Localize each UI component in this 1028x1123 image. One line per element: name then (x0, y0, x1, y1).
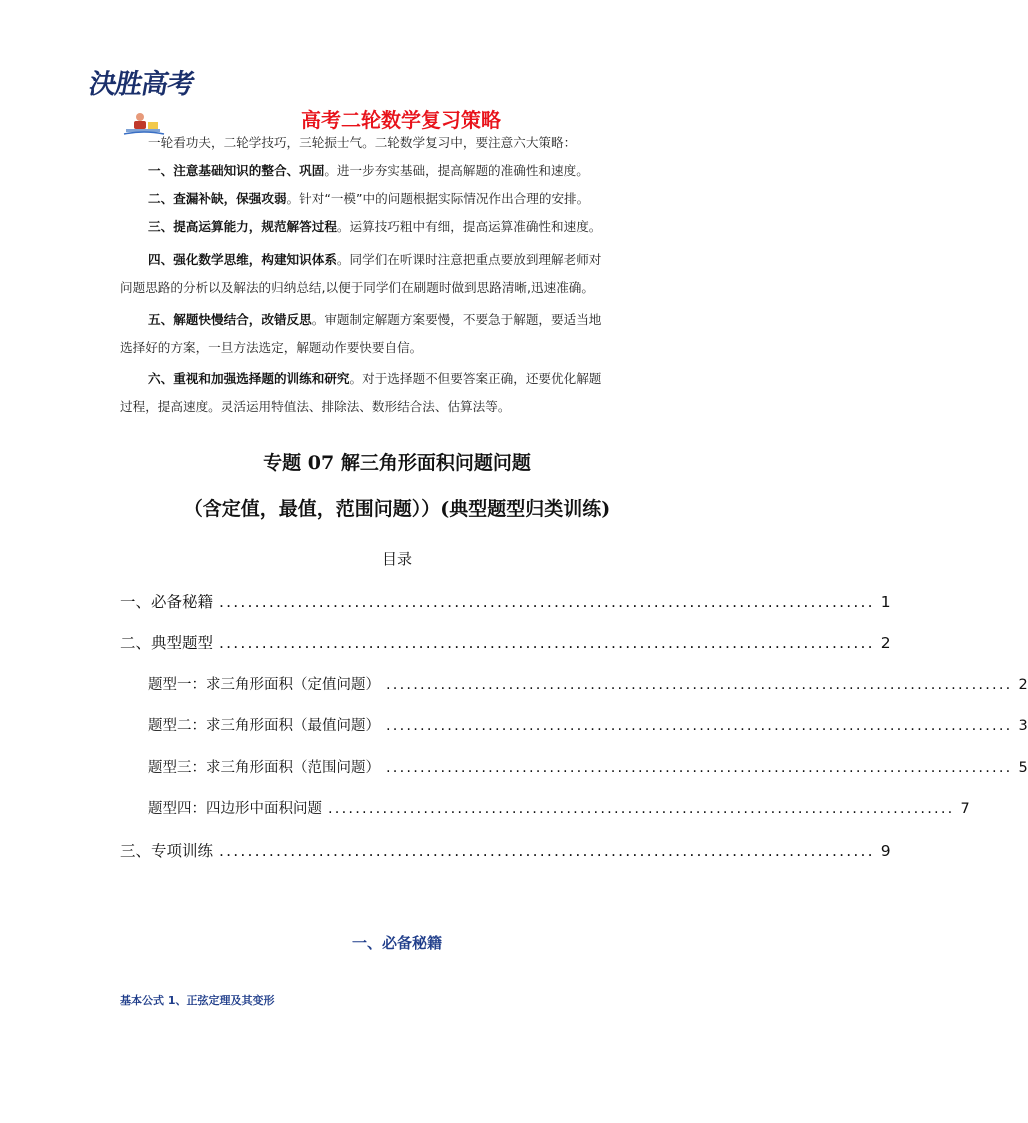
strategy-1-text: 。进一步夯实基础，提高解题的准确性和速度。 (324, 163, 589, 178)
strategy-4-text: 。同学们在听课时注意把重点要放到理解老师对 (336, 252, 602, 267)
toc-item-label: 题型二：求三角形面积（最值问题） (148, 718, 380, 734)
toc-item-label: 题型一：求三角形面积（定值问题） (148, 677, 380, 693)
toc-item-label: 三、专项训练 (120, 842, 214, 860)
toc-item-5[interactable] (148, 756, 1028, 777)
logo-text: 決胜高考 (86, 69, 197, 100)
toc-leader: ............................................................................................ (219, 634, 875, 652)
toc-item-1[interactable] (120, 590, 891, 612)
toc-leader: ............................................................................................ (386, 718, 1013, 734)
strategy-2-key: 二、查漏补缺，保强攻弱 (148, 191, 287, 206)
toc-page-number: 2 (880, 634, 891, 652)
toc-item-2[interactable] (120, 631, 891, 653)
strategy-1-key: 一、注意基础知识的整合、巩固 (148, 163, 325, 178)
toc-item-label: 题型四：四边形中面积问题 (148, 801, 322, 817)
toc-page-number: 5 (1018, 760, 1028, 776)
strategy-6-cont (120, 395, 690, 419)
toc-item-6[interactable] (148, 797, 970, 818)
toc-page-number: 2 (1018, 677, 1028, 693)
section-heading: 一、必备秘籍 (351, 934, 442, 952)
strategy-5 (148, 308, 688, 332)
toc-item-4[interactable] (148, 714, 1028, 735)
strategy-6 (148, 367, 688, 391)
toc-item-label: 题型三：求三角形面积（范围问题） (148, 760, 380, 776)
toc-title: 目录 (381, 550, 412, 568)
intro-text: 一轮看功夫，二轮学技巧，三轮振士气。二轮数学复习中，要注意六大策略： (148, 135, 577, 150)
strategy-3 (148, 215, 688, 239)
topic-title-line-1: 专题 07 解三角形面积问题问题 (263, 452, 531, 474)
toc-page-number: 3 (1018, 718, 1028, 734)
strategy-3-text: 。运算技巧粗中有细，提高运算准确性和速度。 (336, 219, 602, 234)
toc-item-label: 二、典型题型 (120, 634, 214, 652)
topic-title-line-2: （含定值，最值，范围问题））(典型题型归类训练) (183, 498, 611, 520)
toc-leader: ............................................................................................ (386, 677, 1013, 693)
strategy-6-key: 六、重视和加强选择题的训练和研究 (148, 371, 350, 386)
toc-leader: ............................................................................................ (328, 801, 955, 817)
toc-leader: ............................................................................................ (219, 593, 875, 611)
strategy-4-key: 四、强化数学思维，构建知识体系 (148, 252, 337, 267)
formula-subheading: 基本公式 1、正弦定理及其变形 (120, 994, 275, 1007)
strategy-4 (148, 248, 688, 272)
toc-leader: ............................................................................................ (386, 760, 1013, 776)
strategy-5-cont (120, 336, 690, 360)
strategy-6-continuation: 过程，提高速度。灵活运用特值法、排除法、数形结合法、估算法等。 (120, 399, 511, 414)
strategy-2-text: 。针对“一模”中的问题根据实际情况作出合理的安排。 (286, 191, 590, 206)
toc-item-7[interactable] (120, 839, 891, 861)
strategy-5-key: 五、解题快慢结合，改错反思 (148, 312, 312, 327)
strategy-4-continuation: 问题思路的分析以及解法的归纳总结,以便于同学们在刷题时做到思路清晰,迅速准确。 (120, 280, 594, 295)
toc-page-number: 9 (880, 842, 891, 860)
strategy-4-cont (120, 276, 690, 300)
strategy-2 (148, 187, 688, 211)
page-title: 高考二轮数学复习策略 (301, 108, 501, 132)
toc-leader: ............................................................................................ (219, 842, 875, 860)
strategy-1 (148, 159, 688, 183)
toc-item-label: 一、必备秘籍 (120, 593, 214, 611)
strategy-3-key: 三、提高运算能力，规范解答过程 (148, 219, 337, 234)
toc-page-number: 1 (880, 593, 891, 611)
intro-paragraph (148, 131, 688, 155)
strategy-6-text: 。对于选择题不但要答案正确，还要优化解题 (349, 371, 602, 386)
strategy-5-text: 。审题制定解题方案要慢，不要急于解题，要适当地 (311, 312, 602, 327)
toc-item-3[interactable] (148, 673, 1028, 694)
toc-page-number: 7 (960, 801, 970, 817)
strategy-5-continuation: 选择好的方案，一旦方法选定，解题动作要快要自信。 (120, 340, 423, 355)
